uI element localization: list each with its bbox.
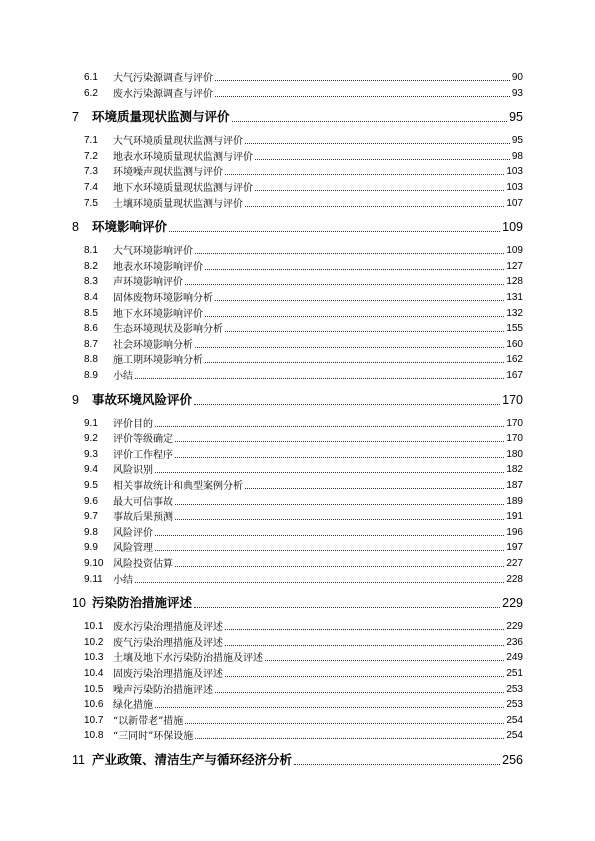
toc-entry-title: 生态环境现状及影响分析 bbox=[113, 320, 224, 335]
toc-entry-number: 7.3 bbox=[84, 166, 98, 178]
toc-section-entry[interactable] bbox=[0, 337, 595, 353]
toc-entry-page-number: 196 bbox=[506, 526, 523, 538]
toc-section-entry[interactable] bbox=[0, 86, 595, 102]
toc-entry-number: 9 bbox=[72, 392, 79, 407]
toc-entry-page-number: 167 bbox=[506, 370, 523, 381]
toc-entry-page-number: 191 bbox=[506, 511, 523, 523]
toc-entry-number: 9.6 bbox=[84, 495, 98, 507]
toc-dot-leader bbox=[175, 565, 504, 567]
toc-entry-number: 7.5 bbox=[84, 197, 98, 209]
toc-entry-page-number: 95 bbox=[509, 110, 523, 125]
toc-section-entry[interactable] bbox=[0, 274, 595, 290]
toc-entry-page-number: 180 bbox=[506, 448, 523, 460]
toc-entry-page-number: 254 bbox=[506, 714, 523, 726]
toc-entry-page-number: 227 bbox=[506, 558, 523, 569]
toc-dot-leader bbox=[225, 644, 504, 646]
toc-dot-leader bbox=[194, 606, 500, 608]
toc-entry-title: 小结 bbox=[113, 571, 134, 586]
toc-entry-number: 10.1 bbox=[84, 621, 104, 633]
toc-entry-page-number: 131 bbox=[506, 292, 523, 303]
toc-dot-leader bbox=[225, 628, 504, 630]
toc-section-entry[interactable] bbox=[0, 321, 595, 337]
toc-entry-page-number: 109 bbox=[506, 245, 523, 257]
toc-entry-page-number: 170 bbox=[502, 392, 523, 407]
toc-dot-leader bbox=[225, 675, 504, 677]
toc-entry-number: 8.2 bbox=[84, 260, 98, 272]
toc-entry-number: 10.7 bbox=[84, 714, 104, 726]
toc-entry-number: 9.8 bbox=[84, 526, 98, 538]
toc-section-entry[interactable] bbox=[0, 494, 595, 510]
toc-entry-number: 8.7 bbox=[84, 338, 98, 350]
toc-entry-title: 风险评价 bbox=[113, 524, 154, 539]
toc-section-entry[interactable] bbox=[0, 368, 595, 384]
toc-entry-number: 8.1 bbox=[84, 245, 98, 257]
toc-entry-title: 相关事故统计和典型案例分析 bbox=[113, 477, 244, 492]
toc-section-entry[interactable] bbox=[0, 352, 595, 368]
toc-section-entry[interactable] bbox=[0, 635, 595, 651]
toc-dot-leader bbox=[205, 361, 504, 363]
toc-entry-page-number: 249 bbox=[506, 652, 523, 664]
toc-entry-number: 10.2 bbox=[84, 636, 104, 648]
toc-entry-number: 9.10 bbox=[84, 558, 104, 569]
toc-entry-page-number: 127 bbox=[506, 260, 523, 272]
toc-entry-page-number: 90 bbox=[511, 72, 523, 83]
toc-chapter-entry[interactable] bbox=[0, 107, 595, 127]
toc-dot-leader bbox=[185, 283, 504, 285]
toc-dot-leader bbox=[205, 268, 504, 270]
toc-dot-leader bbox=[255, 158, 510, 160]
toc-entry-page-number: 229 bbox=[502, 596, 523, 611]
toc-dot-leader bbox=[245, 205, 504, 207]
toc-entry-title: 环境影响评价 bbox=[92, 219, 168, 235]
toc-entry-title: 最大可信事故 bbox=[113, 493, 174, 508]
toc-entry-title: 大气环境影响评价 bbox=[113, 242, 194, 257]
toc-section-entry[interactable] bbox=[0, 666, 595, 682]
toc-dot-leader bbox=[225, 173, 504, 175]
toc-section-entry[interactable] bbox=[0, 713, 595, 729]
toc-entry-page-number: 170 bbox=[506, 433, 523, 445]
toc-entry-number: 10.3 bbox=[84, 652, 104, 664]
toc-dot-leader bbox=[195, 346, 504, 348]
toc-entry-title: 废气污染治理措施及评述 bbox=[113, 634, 224, 649]
toc-entry-number: 10.4 bbox=[84, 668, 104, 679]
toc-entry-number: 10.8 bbox=[84, 730, 104, 742]
toc-dot-leader bbox=[155, 425, 504, 427]
toc-section-entry[interactable] bbox=[0, 133, 595, 149]
toc-entry-number: 9.3 bbox=[84, 448, 98, 460]
toc-dot-leader bbox=[215, 95, 510, 97]
toc-entry-title: 固废污染治理措施及评述 bbox=[113, 665, 224, 680]
toc-dot-leader bbox=[294, 763, 500, 765]
toc-section-entry[interactable] bbox=[0, 70, 595, 86]
toc-entry-page-number: 155 bbox=[506, 323, 523, 335]
toc-section-entry[interactable] bbox=[0, 290, 595, 306]
toc-dot-leader bbox=[215, 691, 504, 693]
toc-dot-leader bbox=[194, 403, 500, 405]
toc-section-entry[interactable] bbox=[0, 697, 595, 713]
toc-entry-title: 绿化措施 bbox=[113, 696, 154, 711]
toc-chapter-entry[interactable] bbox=[0, 593, 595, 613]
toc-entry-number: 6.2 bbox=[84, 87, 98, 99]
toc-entry-page-number: 103 bbox=[506, 182, 523, 193]
toc-entry-title: “以新带老”措施 bbox=[113, 712, 184, 727]
toc-entry-page-number: 197 bbox=[506, 542, 523, 554]
toc-entry-number: 8.6 bbox=[84, 323, 98, 335]
toc-dot-leader bbox=[205, 315, 504, 317]
toc-entry-number: 9.1 bbox=[84, 417, 98, 429]
toc-dot-leader bbox=[195, 737, 504, 739]
toc-dot-leader bbox=[175, 518, 504, 520]
toc-section-entry[interactable] bbox=[0, 164, 595, 180]
toc-entry-page-number: 228 bbox=[506, 573, 523, 585]
toc-entry-title: 固体废物环境影响分析 bbox=[113, 289, 214, 304]
toc-section-entry[interactable] bbox=[0, 462, 595, 478]
toc-entry-number: 8 bbox=[72, 220, 79, 235]
toc-section-entry[interactable] bbox=[0, 556, 595, 572]
toc-entry-title: 土壤环境质量现状监测与评价 bbox=[113, 195, 244, 210]
toc-entry-title: 废水污染治理措施及评述 bbox=[113, 618, 224, 633]
toc-entry-number: 9.11 bbox=[84, 573, 103, 585]
toc-entry-page-number: 254 bbox=[506, 730, 523, 742]
toc-entry-title: 地表水环境质量现状监测与评价 bbox=[113, 148, 254, 163]
toc-entry-page-number: 107 bbox=[506, 197, 523, 209]
toc-entry-title: 事故后果预测 bbox=[113, 508, 174, 523]
toc-entry-number: 7.1 bbox=[84, 135, 98, 147]
toc-section-entry[interactable] bbox=[0, 149, 595, 165]
toc-entry-title: “三同时”环保设施 bbox=[113, 727, 194, 742]
toc-dot-leader bbox=[245, 487, 504, 489]
toc-entry-title: 产业政策、清洁生产与循环经济分析 bbox=[92, 752, 293, 767]
toc-entry-page-number: 160 bbox=[506, 338, 523, 350]
toc-entry-title: 风险投资估算 bbox=[113, 555, 174, 570]
toc-entry-page-number: 98 bbox=[511, 150, 523, 162]
toc-section-entry[interactable] bbox=[0, 259, 595, 275]
toc-entry-title: 土壤及地下水污染防治措施及评述 bbox=[113, 649, 264, 664]
toc-chapter-entry[interactable] bbox=[0, 390, 595, 410]
toc-entry-title: 大气污染源调查与评价 bbox=[113, 69, 214, 84]
toc-entry-page-number: 162 bbox=[506, 354, 523, 366]
toc-entry-number: 9.9 bbox=[84, 542, 98, 554]
toc-entry-title: 废水污染源调查与评价 bbox=[113, 85, 214, 100]
toc-entry-number: 8.3 bbox=[84, 276, 98, 288]
toc-section-entry[interactable] bbox=[0, 431, 595, 447]
toc-entry-page-number: 95 bbox=[511, 135, 523, 147]
toc-entry-title: 评价工作程序 bbox=[113, 446, 174, 461]
toc-entry-title: 小结 bbox=[113, 367, 134, 382]
toc-section-entry[interactable] bbox=[0, 525, 595, 541]
toc-dot-leader bbox=[195, 252, 504, 254]
toc-entry-page-number: 253 bbox=[506, 683, 523, 695]
toc-entry-number: 9.7 bbox=[84, 511, 98, 523]
toc-entry-title: 声环境影响评价 bbox=[113, 273, 184, 288]
toc-entry-title: 评价目的 bbox=[113, 415, 154, 430]
toc-entry-title: 环境噪声现状监测与评价 bbox=[113, 163, 224, 178]
toc-entry-title: 大气环境质量现状监测与评价 bbox=[113, 132, 244, 147]
toc-entry-page-number: 189 bbox=[506, 495, 523, 507]
toc-dot-leader bbox=[155, 706, 504, 708]
toc-entry-title: 风险管理 bbox=[113, 539, 154, 554]
toc-entry-page-number: 236 bbox=[506, 636, 523, 648]
toc-entry-page-number: 109 bbox=[502, 220, 523, 235]
toc-section-entry[interactable] bbox=[0, 619, 595, 635]
toc-entry-number: 6.1 bbox=[84, 72, 98, 83]
toc-entry-page-number: 187 bbox=[506, 480, 523, 491]
toc-chapter-entry[interactable] bbox=[0, 217, 595, 237]
toc-entry-number: 7.2 bbox=[84, 150, 98, 162]
toc-entry-page-number: 182 bbox=[506, 464, 523, 476]
toc-entry-title: 地下水环境影响评价 bbox=[113, 305, 204, 320]
toc-entry-number: 11 bbox=[72, 753, 85, 767]
toc-entry-number: 7.4 bbox=[84, 182, 98, 193]
toc-dot-leader bbox=[155, 534, 504, 536]
toc-entry-title: 地下水环境质量现状监测与评价 bbox=[113, 179, 254, 194]
toc-section-entry[interactable] bbox=[0, 682, 595, 698]
toc-section-entry[interactable] bbox=[0, 509, 595, 525]
toc-section-entry[interactable] bbox=[0, 447, 595, 463]
toc-entry-number: 8.5 bbox=[84, 307, 98, 319]
toc-entry-page-number: 170 bbox=[506, 417, 523, 429]
toc-entry-number: 8.9 bbox=[84, 370, 98, 381]
toc-section-entry[interactable] bbox=[0, 243, 595, 259]
toc-dot-leader bbox=[175, 503, 504, 505]
toc-entry-title: 风险识别 bbox=[113, 461, 154, 476]
toc-dot-leader bbox=[215, 79, 510, 81]
toc-section-entry[interactable] bbox=[0, 650, 595, 666]
toc-dot-leader bbox=[155, 471, 504, 473]
toc-dot-leader bbox=[185, 722, 504, 724]
toc-entry-page-number: 93 bbox=[511, 87, 523, 99]
toc-entry-number: 8.4 bbox=[84, 292, 98, 303]
toc-entry-page-number: 253 bbox=[506, 699, 523, 711]
toc-dot-leader bbox=[265, 659, 504, 661]
toc-entry-number: 10.6 bbox=[84, 699, 104, 711]
toc-entry-title: 社会环境影响分析 bbox=[113, 336, 194, 351]
toc-entry-page-number: 132 bbox=[506, 307, 523, 319]
toc-entry-page-number: 128 bbox=[506, 276, 523, 288]
toc-dot-leader bbox=[155, 549, 504, 551]
toc-entry-title: 地表水环境影响评价 bbox=[113, 258, 204, 273]
toc-entry-page-number: 103 bbox=[506, 166, 523, 178]
toc-entry-title: 噪声污染防治措施评述 bbox=[113, 681, 214, 696]
toc-dot-leader bbox=[255, 189, 504, 191]
toc-dot-leader bbox=[175, 440, 504, 442]
toc-dot-leader bbox=[169, 230, 500, 232]
toc-section-entry[interactable] bbox=[0, 416, 595, 432]
toc-section-entry[interactable] bbox=[0, 478, 595, 494]
toc-section-entry[interactable] bbox=[0, 540, 595, 556]
toc-chapter-entry[interactable] bbox=[0, 750, 595, 770]
toc-entry-page-number: 251 bbox=[506, 668, 523, 679]
toc-entry-title: 环境质量现状监测与评价 bbox=[92, 109, 230, 125]
toc-entry-number: 9.2 bbox=[84, 433, 98, 445]
toc-dot-leader bbox=[232, 120, 508, 122]
toc-section-entry[interactable] bbox=[0, 572, 595, 588]
toc-dot-leader bbox=[215, 299, 504, 301]
toc-entry-number: 10.5 bbox=[84, 683, 104, 695]
toc-entry-title: 评价等级确定 bbox=[113, 430, 174, 445]
toc-entry-number: 9.5 bbox=[84, 480, 98, 491]
toc-entry-page-number: 256 bbox=[502, 753, 523, 767]
toc-section-entry[interactable] bbox=[0, 196, 595, 212]
toc-dot-leader bbox=[135, 581, 504, 583]
toc-dot-leader bbox=[245, 142, 510, 144]
toc-dot-leader bbox=[135, 377, 504, 379]
toc-entry-title: 事故环境风险评价 bbox=[92, 391, 193, 407]
toc-dot-leader bbox=[225, 330, 504, 332]
toc-entry-page-number: 229 bbox=[506, 621, 523, 633]
toc-entry-title: 污染防治措施评述 bbox=[92, 595, 193, 611]
toc-section-entry[interactable] bbox=[0, 306, 595, 322]
toc-entry-number: 7 bbox=[72, 110, 79, 125]
toc-entry-number: 10 bbox=[72, 596, 86, 611]
toc-entry-number: 8.8 bbox=[84, 354, 98, 366]
toc-section-entry[interactable] bbox=[0, 728, 595, 744]
toc-entry-number: 9.4 bbox=[84, 464, 98, 476]
toc-section-entry[interactable] bbox=[0, 180, 595, 196]
toc-entry-title: 施工期环境影响分析 bbox=[113, 351, 204, 366]
toc-dot-leader bbox=[175, 456, 504, 458]
